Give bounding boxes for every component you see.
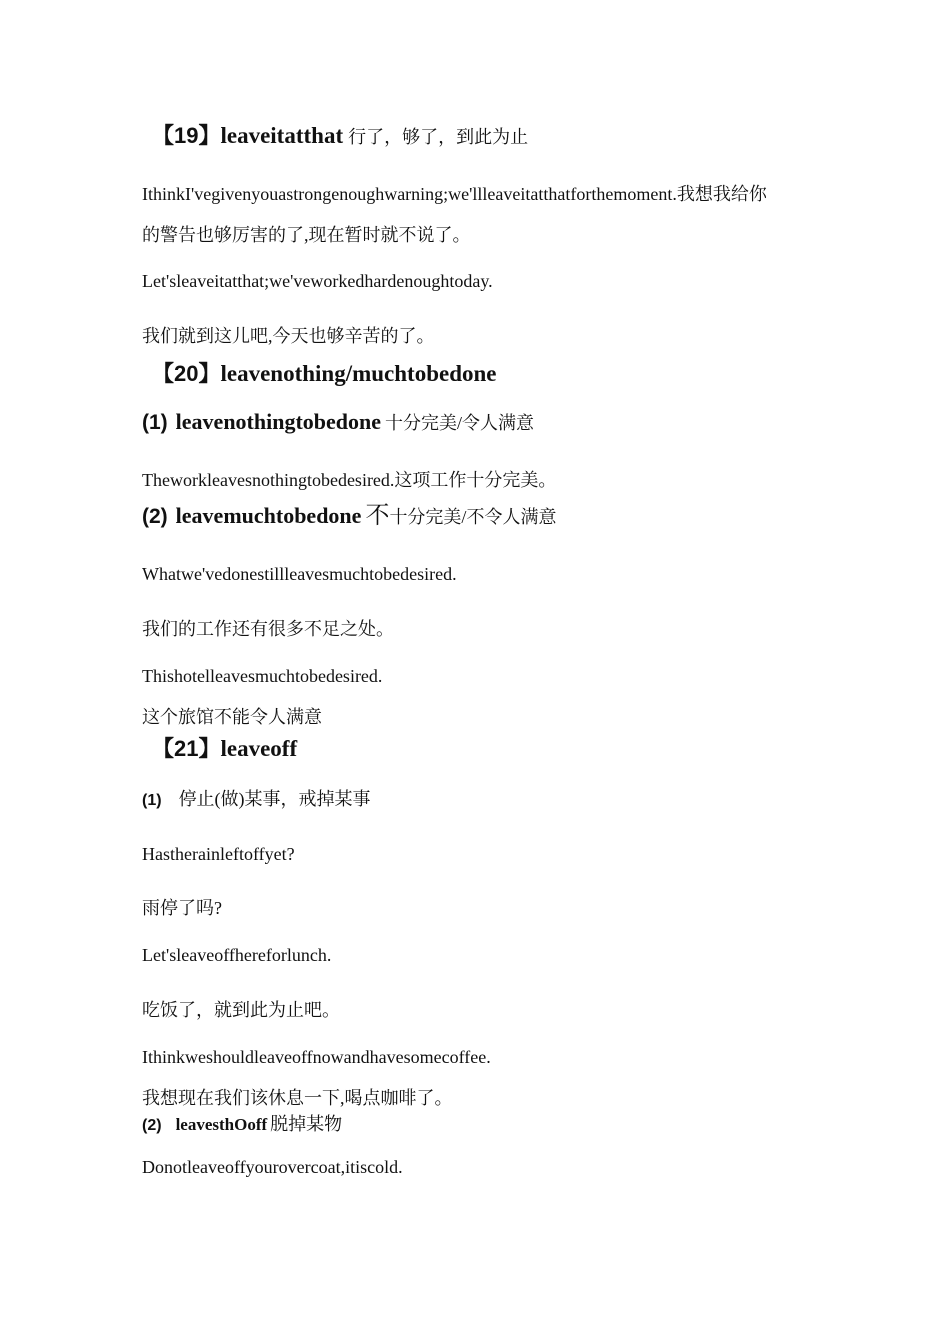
sub-label: (1) — [142, 792, 162, 809]
subheading-21-2 — [142, 1112, 342, 1138]
sub-phrase: leavesthOoff — [175, 1115, 268, 1134]
sub-meaning: 脱掉某物 — [270, 1114, 343, 1134]
sub-meaning: 十分完美/不令人满意 — [389, 507, 557, 527]
subheading-20-2 — [142, 504, 556, 530]
example-translation: 吃饭了，就到此为止吧。 — [142, 1000, 340, 1020]
sub-meaning-char: 不 — [365, 503, 390, 529]
example-text: 的警告也够厉害的了,现在暂时就不说了。 — [142, 225, 471, 245]
heading-19 — [152, 124, 528, 150]
heading-phrase: leavenothing/muchtobedone — [220, 361, 497, 386]
heading-number: 【19】 — [152, 123, 221, 148]
example-text: Let'sleaveoffhereforlunch. — [142, 945, 332, 965]
sub-meaning: 停止(做)某事，戒掉某事 — [178, 789, 371, 809]
example-text: Donotleaveoffyourovercoat,itiscold. — [142, 1157, 403, 1177]
example-text: Ithinkweshouldleaveoffnowandhavesomecoffee. — [142, 1047, 491, 1067]
example-text: Whatwe'vedonestillleavesmuchtobedesired. — [142, 564, 457, 584]
heading-phrase: leaveitatthat — [220, 123, 344, 148]
example-text: Hastherainleftoffyet? — [142, 844, 295, 864]
heading-number: 【20】 — [152, 361, 221, 386]
example-text: Thishotelleavesmuchtobedesired. — [142, 666, 383, 686]
sub-label: (2) — [142, 505, 168, 528]
example-translation: 我们的工作还有很多不足之处。 — [142, 619, 394, 639]
example-text: IthinkI'vegivenyouastrongenoughwarning;we'llleaveitatthatforthemoment.我想我给你 — [142, 184, 767, 204]
subheading-20-1 — [142, 410, 534, 436]
heading-number: 【21】 — [152, 736, 221, 761]
sub-label: (1) — [142, 411, 168, 434]
example-text: Theworkleavesnothingtobedesired.这项工作十分完美。 — [142, 470, 557, 490]
example-translation: 雨停了吗? — [142, 898, 222, 918]
example-text: Let'sleaveitatthat;we'veworkedhardenoughtoday. — [142, 271, 493, 291]
heading-21 — [152, 737, 297, 763]
example-translation: 我们就到这儿吧,今天也够辛苦的了。 — [142, 326, 435, 346]
sub-phrase: leavenothingtobedone — [175, 409, 382, 434]
heading-meaning: 行了，够了，到此为止 — [348, 127, 529, 147]
heading-20 — [152, 362, 497, 388]
subheading-21-1 — [142, 787, 371, 813]
sub-meaning: 十分完美/令人满意 — [385, 413, 535, 433]
example-translation: 我想现在我们该休息一下,喝点咖啡了。 — [142, 1088, 453, 1108]
heading-phrase: leaveoff — [220, 736, 298, 761]
sub-label: (2) — [142, 1117, 162, 1134]
example-translation: 这个旅馆不能令人满意 — [142, 707, 322, 727]
sub-phrase: leavemuchtobedone — [175, 503, 362, 528]
